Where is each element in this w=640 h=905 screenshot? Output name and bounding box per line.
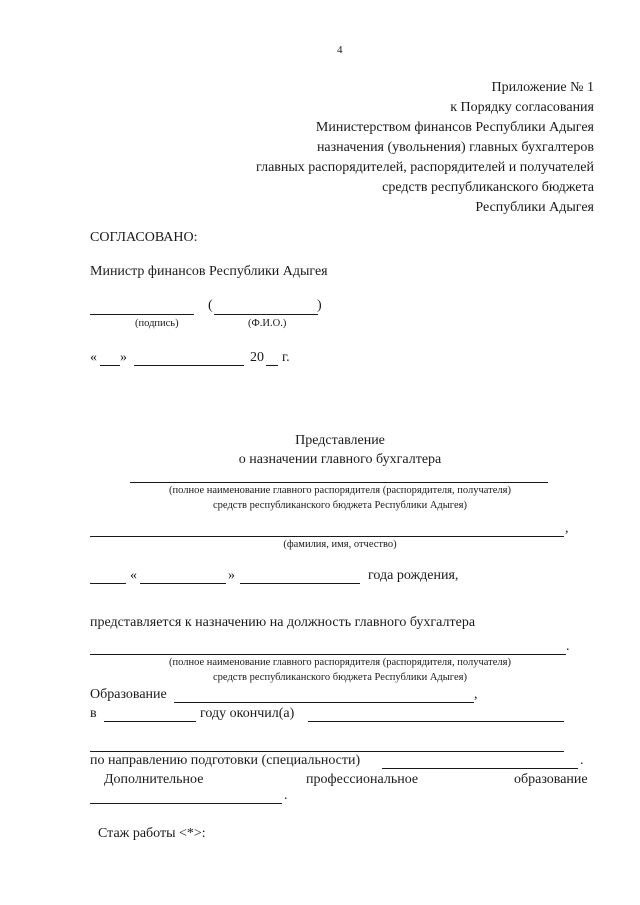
- additional-word-2: профессиональное: [306, 772, 419, 787]
- approval-year-prefix: 20: [250, 350, 264, 365]
- appendix-line: Министерством финансов Республики Адыгея: [315, 120, 594, 135]
- document-title: Представление: [295, 433, 385, 448]
- additional-education-line[interactable]: [90, 803, 282, 804]
- direction-period: .: [580, 753, 584, 768]
- education-line[interactable]: [174, 702, 474, 703]
- direction-line[interactable]: [382, 768, 578, 769]
- birth-label: года рождения,: [368, 568, 459, 583]
- appendix-line: Приложение № 1: [491, 80, 594, 95]
- appendix-line: назначения (увольнения) главных бухгалтеров: [316, 140, 594, 155]
- fullname-comma: ,: [565, 521, 569, 536]
- fullname-caption: (фамилия, имя, отчество): [283, 539, 397, 550]
- date-quote-close: »: [120, 350, 127, 365]
- open-paren: (: [208, 298, 213, 313]
- appendix-line: главных распорядителей, распорядителей и получателей: [256, 160, 594, 175]
- page-number: 4: [337, 44, 343, 56]
- close-paren: ): [317, 298, 322, 313]
- education-label: Образование: [90, 687, 167, 702]
- org2-caption-1: (полное наименование главного распорядителя (распорядителя, получателя): [169, 657, 511, 668]
- org2-period: .: [566, 639, 570, 654]
- institution-line-2[interactable]: [90, 751, 564, 752]
- experience-label: Стаж работы <*>:: [98, 826, 206, 841]
- birth-quote-close: »: [228, 568, 235, 583]
- direction-label: по направлению подготовки (специальности): [90, 753, 361, 768]
- fullname-line[interactable]: [90, 536, 564, 537]
- appendix-line: средств республиканского бюджета: [382, 180, 594, 195]
- additional-word-1: Дополнительное: [104, 772, 204, 787]
- appendix-line: к Порядку согласования: [450, 100, 594, 115]
- birth-quote-open: «: [130, 568, 137, 583]
- graduated-label: году окончил(а): [200, 706, 295, 721]
- approval-year-line[interactable]: [266, 365, 278, 366]
- birth-month-line[interactable]: [140, 583, 226, 584]
- org-name-line[interactable]: [130, 482, 548, 483]
- graduation-year-line[interactable]: [104, 721, 196, 722]
- org-caption-2: средств республиканского бюджета Республики Адыгея): [213, 500, 467, 511]
- org-caption-1: (полное наименование главного распорядителя (распорядителя, получателя): [169, 485, 511, 496]
- appendix-header: [174, 78, 594, 218]
- fio-caption: (Ф.И.О.): [248, 318, 287, 329]
- appendix-line: Республики Адыгея: [475, 200, 594, 215]
- fio-line[interactable]: [214, 314, 318, 315]
- date-quote-open: «: [90, 350, 97, 365]
- approval-heading: СОГЛАСОВАНО:: [90, 230, 198, 245]
- signature-line[interactable]: [90, 314, 194, 315]
- institution-line[interactable]: [308, 721, 564, 722]
- additional-word-3: образование: [514, 772, 588, 787]
- signature-caption: (подпись): [135, 318, 179, 329]
- birth-year-line[interactable]: [240, 583, 360, 584]
- birth-day-line[interactable]: [90, 583, 126, 584]
- approval-month-line[interactable]: [134, 365, 244, 366]
- graduation-in-label: в: [90, 706, 97, 721]
- minister-title: Министр финансов Республики Адыгея: [90, 264, 328, 279]
- additional-period: .: [284, 788, 288, 803]
- appointment-text: представляется к назначению на должность главного бухгалтера: [90, 615, 476, 630]
- org2-caption-2: средств республиканского бюджета Республики Адыгея): [213, 672, 467, 683]
- approval-day-line[interactable]: [100, 365, 120, 366]
- org2-name-line[interactable]: [90, 654, 566, 655]
- approval-year-suffix: г.: [282, 350, 290, 365]
- education-comma: ,: [474, 687, 478, 702]
- document-subtitle: о назначении главного бухгалтера: [238, 452, 442, 467]
